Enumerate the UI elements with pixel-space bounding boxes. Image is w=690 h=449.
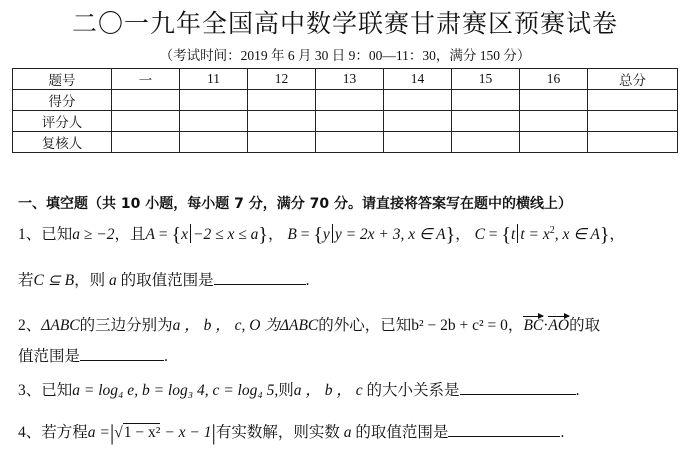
math: C ⊆ B bbox=[33, 272, 75, 289]
exam-subtitle: （考试时间：2019 年 6 月 30 日 9：00—11：30，满分 150 分） bbox=[159, 48, 531, 63]
header-cell: 15 bbox=[452, 69, 520, 90]
math: a = log₄ e, b = log₃ 4, c = log₄ 5, bbox=[72, 382, 279, 399]
header-cell: 12 bbox=[248, 69, 316, 90]
score-cell[interactable] bbox=[180, 111, 248, 132]
grader-row bbox=[13, 111, 678, 132]
question-number: 4、 bbox=[18, 424, 42, 441]
score-table-header-row bbox=[13, 69, 678, 90]
math: a bbox=[343, 424, 352, 441]
answer-blank[interactable] bbox=[448, 422, 560, 437]
math: , O 为 bbox=[241, 317, 280, 334]
question-1-line-1: 1、已知a ≥ −2，且A = {x −2 ≤ x ≤ a}， B = {y y = 2x + 3, x ∈ A}， C = {t $t = x^2$, x ∈ A}， bbox=[18, 224, 625, 246]
score-cell[interactable] bbox=[384, 132, 452, 153]
score-cell[interactable] bbox=[588, 90, 678, 111]
text: 的外心，已知 bbox=[318, 317, 412, 334]
math: ΔABC bbox=[279, 317, 319, 334]
text: . bbox=[560, 424, 565, 441]
text: ， bbox=[507, 317, 524, 334]
score-cell[interactable] bbox=[248, 90, 316, 111]
score-cell[interactable] bbox=[588, 111, 678, 132]
math: , x ∈ A bbox=[554, 226, 600, 243]
score-cell[interactable] bbox=[248, 111, 316, 132]
score-cell[interactable] bbox=[384, 111, 452, 132]
header-cell: 一 bbox=[112, 69, 180, 90]
exponent: 2 bbox=[549, 224, 555, 236]
brace: { bbox=[171, 224, 182, 246]
text: 的取 bbox=[569, 317, 601, 334]
score-cell[interactable] bbox=[316, 111, 384, 132]
text: 若 bbox=[18, 272, 34, 289]
score-cell[interactable] bbox=[384, 90, 452, 111]
score-cell[interactable] bbox=[112, 132, 180, 153]
score-cell[interactable] bbox=[248, 132, 316, 153]
math: t bbox=[511, 226, 516, 243]
math: t = x bbox=[520, 226, 550, 243]
score-cell[interactable] bbox=[452, 111, 520, 132]
vector-bc: BC bbox=[523, 317, 544, 334]
text: 的取值范围是 bbox=[120, 272, 214, 289]
score-cell[interactable] bbox=[520, 90, 588, 111]
text: 已知 bbox=[41, 226, 73, 243]
math: − x − 1 bbox=[160, 424, 212, 441]
brace: } bbox=[599, 224, 610, 246]
section-heading: 一、填空题（共 10 小题，每小题 7 分，满分 70 分。请直接将答案写在题中的横线上） bbox=[18, 196, 572, 212]
math: a ， b ， c bbox=[172, 317, 242, 334]
math: y = 2x + 3, x ∈ A bbox=[334, 226, 446, 243]
brace: } bbox=[258, 224, 268, 246]
math: a = bbox=[87, 424, 110, 441]
bar bbox=[517, 224, 518, 243]
reviewer-row bbox=[13, 132, 678, 153]
text: . bbox=[164, 348, 168, 365]
score-cell[interactable] bbox=[112, 111, 180, 132]
row-label: 复核人 bbox=[13, 132, 112, 153]
question-1-line-2 bbox=[18, 268, 309, 290]
question-3 bbox=[18, 378, 579, 400]
question-2-line-1 bbox=[18, 313, 600, 335]
math: a bbox=[108, 272, 117, 289]
score-cell[interactable] bbox=[520, 111, 588, 132]
answer-blank[interactable] bbox=[214, 270, 306, 285]
text: . bbox=[305, 272, 310, 289]
score-cell[interactable] bbox=[588, 132, 678, 153]
text: · bbox=[543, 317, 549, 334]
header-cell: 16 bbox=[520, 69, 588, 90]
score-cell[interactable] bbox=[180, 132, 248, 153]
text: 有实数解，则实数 bbox=[215, 424, 340, 441]
question-number: 2、 bbox=[18, 317, 42, 334]
score-cell[interactable] bbox=[112, 90, 180, 111]
question-4: 4、若方程a =|√1 − x² − x − 1|有实数解，则实数 a 的取值范围是 . bbox=[18, 420, 565, 445]
math: x bbox=[181, 226, 188, 243]
math: a ≥ −2 bbox=[72, 226, 115, 243]
score-table bbox=[12, 68, 678, 153]
vector-ao: AO bbox=[548, 317, 570, 334]
text: 则 bbox=[278, 382, 294, 399]
text: . bbox=[575, 382, 580, 399]
score-cell[interactable] bbox=[316, 90, 384, 111]
abs-bar: | bbox=[109, 420, 115, 445]
row-label: 评分人 bbox=[13, 111, 112, 132]
row-label: 得分 bbox=[13, 90, 112, 111]
question-number: 1、 bbox=[18, 226, 42, 243]
question-2-line-2 bbox=[18, 344, 168, 366]
score-row bbox=[13, 90, 678, 111]
header-cell: 题号 bbox=[13, 69, 112, 90]
text: 已知 bbox=[41, 382, 73, 399]
set-name: C bbox=[474, 226, 485, 243]
score-cell[interactable] bbox=[316, 132, 384, 153]
math: b² − 2b + c² = 0 bbox=[411, 317, 508, 334]
header-cell: 总分 bbox=[588, 69, 678, 90]
text: 的三边分别为 bbox=[79, 317, 173, 334]
header-cell: 13 bbox=[316, 69, 384, 90]
answer-blank[interactable] bbox=[80, 346, 164, 361]
set-name: A bbox=[145, 226, 155, 243]
score-cell[interactable] bbox=[452, 90, 520, 111]
score-cell[interactable] bbox=[180, 90, 248, 111]
radicand: 1 − x² bbox=[123, 424, 161, 441]
brace: { bbox=[313, 224, 323, 246]
math: ΔABC bbox=[41, 317, 80, 334]
math: −2 ≤ x ≤ a bbox=[192, 226, 259, 243]
score-cell[interactable] bbox=[452, 132, 520, 153]
text: ，且 bbox=[114, 226, 146, 243]
set-name: B bbox=[287, 226, 297, 243]
score-cell[interactable] bbox=[520, 132, 588, 153]
math: a ， b ， c bbox=[293, 382, 363, 399]
math: y bbox=[322, 226, 330, 243]
bar bbox=[332, 224, 333, 243]
question-number: 3、 bbox=[18, 382, 42, 399]
bar bbox=[190, 224, 191, 243]
text: 的取值范围是 bbox=[355, 424, 449, 441]
header-cell: 14 bbox=[384, 69, 452, 90]
text: ，则 bbox=[74, 272, 106, 289]
text: 的大小关系是 bbox=[366, 382, 460, 399]
answer-blank[interactable] bbox=[460, 380, 576, 395]
header-cell: 11 bbox=[180, 69, 248, 90]
abs-bar: | bbox=[211, 420, 216, 445]
brace: } bbox=[445, 224, 456, 246]
text: 值范围是 bbox=[18, 348, 81, 365]
exam-title: 二〇一九年全国高中数学联赛甘肃赛区预赛试卷 bbox=[71, 9, 618, 38]
brace: { bbox=[501, 224, 512, 246]
text: 若方程 bbox=[41, 424, 88, 441]
